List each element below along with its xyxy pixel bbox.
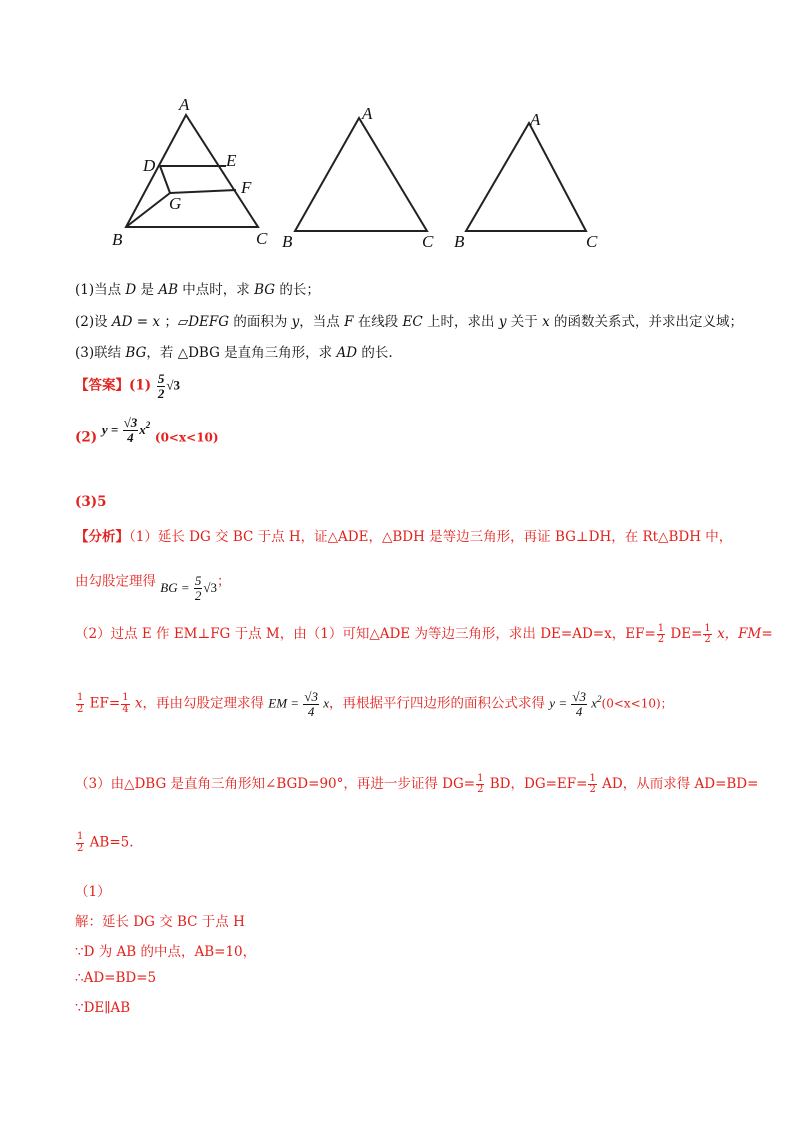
triangle-abc-3 bbox=[466, 123, 586, 231]
fig3-label-b: B bbox=[454, 232, 465, 251]
triangle-abc-2 bbox=[295, 118, 427, 231]
fig3-label-a: A bbox=[530, 110, 541, 129]
fig1-label-g: G bbox=[169, 194, 182, 213]
analysis-p2b: $\frac{1}{2}$ EF= $\frac{1}{4}$ x，再由勾股定理求得 EM = $\frac{√3}{4}$ x，再根据平行四边形的面积公式求得 y = $\frac{√3}{4}$ $x^2(0<x<10)$； bbox=[77, 689, 673, 719]
fig1-label-a: A bbox=[179, 95, 190, 114]
solution-line-3: ∴AD=BD=5 bbox=[75, 970, 157, 986]
question-1: (1)当点 D 是 AB 中点时，求 BG 的长； bbox=[75, 282, 320, 298]
fig2-label-b: B bbox=[282, 232, 293, 251]
answer-line-2: (2) y = $\frac{√3}{4}$ $x^2$ (0<x<10) bbox=[75, 415, 219, 446]
triangle-figure-1 bbox=[0, 0, 800, 260]
fig1-label-c: C bbox=[256, 229, 268, 248]
answer-line-3: (3)5 bbox=[75, 494, 107, 510]
analysis-p2: （2）过点 E 作 EM⊥FG 于点 M，由（1）可知△ADE 为等边三角形，求出 DE=AD=x，EF= $\frac{1}{2}$ DE= $\frac{1}{2}$ x，FM= bbox=[75, 622, 773, 645]
analysis-p3: （3）由△DBG 是直角三角形知∠BGD=90°，再进一步证得 DG= $\frac{1}{2}$ BD，DG=EF= $\frac{1}{2}$ AD，从而求得 AD=BD= bbox=[75, 772, 759, 795]
solution-line-2: ∵D 为 AB 的中点，AB=10， bbox=[75, 944, 257, 960]
fig3-label-c: C bbox=[586, 232, 598, 251]
analysis-p1: 【分析】（1）延长 DG 交 BC 于点 H，证△ADE，△BDH 是等边三角形，再证 BG⊥DH，在 Rt△BDH 中， bbox=[75, 529, 733, 545]
solution-line-4: ∵DE∥AB bbox=[75, 1000, 131, 1016]
fig1-label-e: E bbox=[226, 151, 237, 170]
analysis-p3b: $\frac{1}{2}$ AB=5. bbox=[77, 831, 134, 854]
segment-gf bbox=[170, 190, 236, 193]
fig1-label-b: B bbox=[112, 230, 123, 249]
solution-part-1: （1） bbox=[75, 884, 111, 900]
segment-bg bbox=[126, 193, 170, 227]
fig1-label-d: D bbox=[143, 156, 156, 175]
fig2-label-c: C bbox=[422, 232, 434, 251]
question-3: (3)联结 BG，若 △DBG 是直角三角形，求 AD 的长. bbox=[75, 345, 393, 361]
analysis-p1b: 由勾股定理得 BG = $\frac{5}{2}$ √3； bbox=[75, 573, 231, 603]
segment-dg bbox=[160, 166, 170, 193]
answer-line-1: 【答案】(1) $\frac{5}{2}$ √3 bbox=[75, 371, 181, 401]
solution-line-1: 解：延长 DG 交 BC 于点 H bbox=[75, 914, 245, 930]
fig2-label-a: A bbox=[362, 104, 373, 123]
fig1-label-f: F bbox=[241, 178, 252, 197]
question-2: (2)设 AD = x ；▱DEFG 的面积为 y，当点 F 在线段 EC 上时，求出 y 关于 x 的函数关系式，并求出定义域； bbox=[75, 314, 743, 330]
